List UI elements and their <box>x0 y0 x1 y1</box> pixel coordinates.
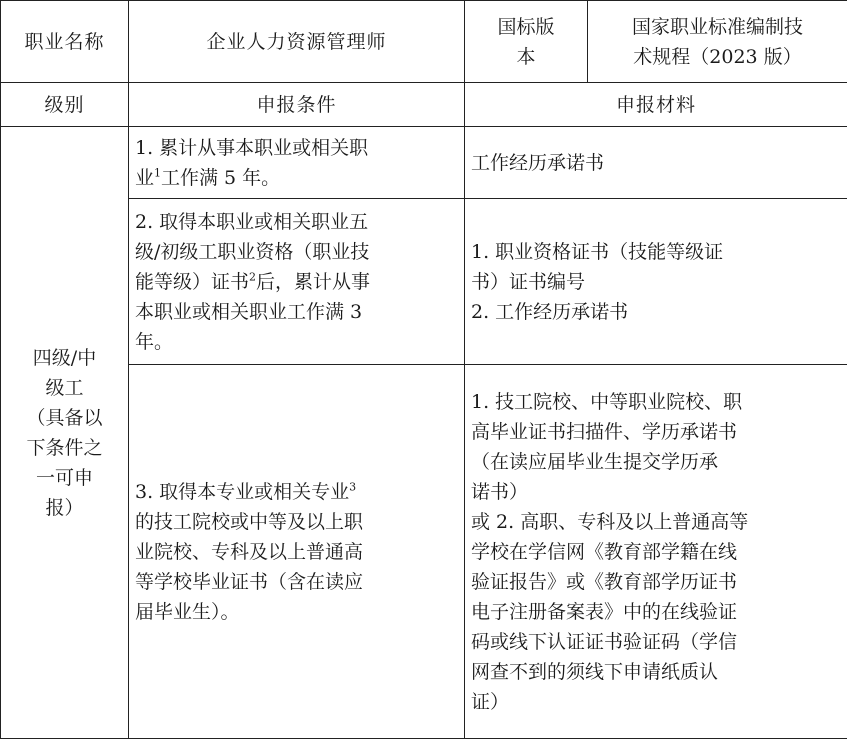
level-line: 一可申 <box>7 463 122 493</box>
requirement-cell-3 <box>129 365 465 739</box>
material-line: 网查不到的须线下申请纸质认 <box>471 657 841 687</box>
requirements-column-header: 申报条件 <box>129 83 465 127</box>
requirement-text: 业 <box>135 167 154 189</box>
edition-value-line: 术规程（2023 版） <box>594 42 841 72</box>
edition-label <box>465 1 588 83</box>
edition-value <box>588 1 847 83</box>
materials-column-header: 申报材料 <box>465 83 847 127</box>
footnote-marker: 2 <box>249 270 256 283</box>
material-line: 证） <box>471 687 841 717</box>
requirement-text: 的技工院校或中等及以上职 <box>135 507 458 537</box>
material-line: 工作经历承诺书 <box>471 148 841 178</box>
material-line: 1. 职业资格证书（技能等级证 <box>471 237 841 267</box>
material-line: 学校在学信网《教育部学籍在线 <box>471 537 841 567</box>
column-header-row <box>1 83 847 127</box>
requirement-cell-1 <box>129 127 465 199</box>
requirement-text: 2. 取得本职业或相关职业五 <box>135 207 458 237</box>
footnote-marker: 3 <box>349 480 356 493</box>
material-line: 诺书） <box>471 477 841 507</box>
requirement-text: 级/初级工职业资格（职业技 <box>135 237 458 267</box>
edition-value-line: 国家职业标准编制技 <box>594 12 841 42</box>
edition-label-line: 本 <box>471 42 581 72</box>
level-line: 四级/中 <box>7 343 122 373</box>
material-line: 1. 技工院校、中等职业院校、职 <box>471 387 841 417</box>
level-line: （具备以 <box>7 403 122 433</box>
material-line: 书）证书编号 <box>471 267 841 297</box>
occupation-label: 职业名称 <box>1 1 129 83</box>
material-line: 电子注册备案表》中的在线验证 <box>471 597 841 627</box>
material-line: 2. 工作经历承诺书 <box>471 297 841 327</box>
requirement-text: 能等级）证书 <box>135 271 249 293</box>
requirement-text: 本职业或相关职业工作满 3 <box>135 297 458 327</box>
material-line: 码或线下认证证书验证码（学信 <box>471 627 841 657</box>
level-line: 报） <box>7 493 122 523</box>
requirement-text: 年。 <box>135 327 458 357</box>
material-line: 验证报告》或《教育部学历证书 <box>471 567 841 597</box>
material-cell-2 <box>465 199 847 365</box>
level-column-header: 级别 <box>1 83 129 127</box>
requirement-text: 业院校、专科及以上普通高 <box>135 537 458 567</box>
material-line: 或 2. 高职、专科及以上普通高等 <box>471 507 841 537</box>
requirement-text: 届毕业生）。 <box>135 597 458 627</box>
material-cell-1 <box>465 127 847 199</box>
edition-label-line: 国标版 <box>471 12 581 42</box>
level-line: 下条件之 <box>7 433 122 463</box>
level-cell <box>1 127 129 739</box>
requirement-cell-2 <box>129 199 465 365</box>
material-cell-3 <box>465 365 847 739</box>
footnote-marker: 1 <box>154 166 161 179</box>
header-row <box>1 1 847 83</box>
requirement-text: 3. 取得本专业或相关专业 <box>135 481 349 503</box>
requirement-text: 1. 累计从事本职业或相关职 <box>135 137 368 159</box>
requirement-text: 工作满 5 年。 <box>161 167 280 189</box>
requirement-text: 后，累计从事 <box>256 271 370 293</box>
material-line: 高毕业证书扫描件、学历承诺书 <box>471 417 841 447</box>
requirement-row-1 <box>1 127 847 199</box>
material-line: （在读应届毕业生提交学历承 <box>471 447 841 477</box>
occupation-value: 企业人力资源管理师 <box>129 1 465 83</box>
level-line: 级工 <box>7 373 122 403</box>
requirement-text: 等学校毕业证书（含在读应 <box>135 567 458 597</box>
